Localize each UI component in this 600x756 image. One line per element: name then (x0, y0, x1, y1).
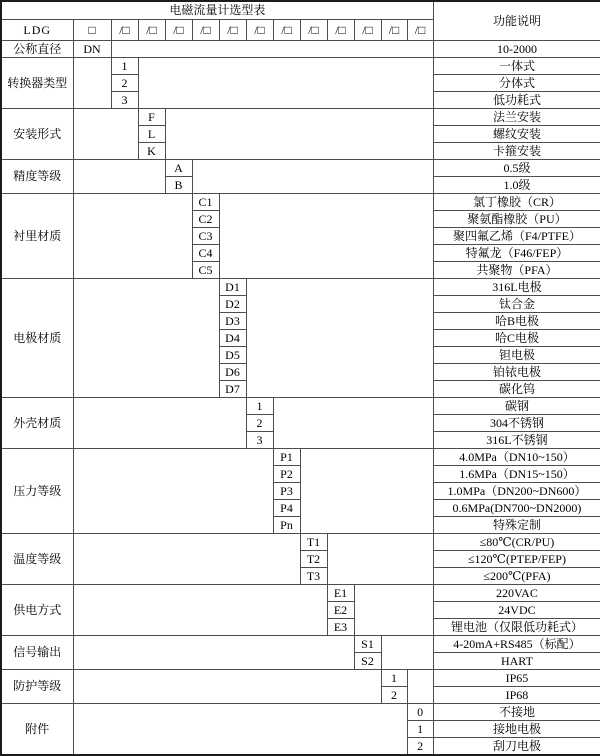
model-segment-box: /□ (407, 20, 433, 41)
code-cell: D1 (219, 279, 246, 296)
model-segment-box: /□ (246, 20, 273, 41)
code-cell: A (165, 160, 192, 177)
function-desc: 4.0MPa（DN10~150） (433, 449, 600, 466)
function-desc: ≤200℃(PFA) (433, 568, 600, 585)
spacer-cell (73, 449, 273, 534)
model-segment-box: /□ (327, 20, 354, 41)
code-cell: S1 (354, 636, 381, 653)
section-label: 防护等级 (1, 670, 73, 704)
code-cell: C4 (192, 245, 219, 262)
code-cell: 3 (246, 432, 273, 449)
code-cell: 1 (381, 670, 407, 687)
function-desc: 钽电极 (433, 347, 600, 364)
section-label: 电极材质 (1, 279, 73, 398)
code-cell: 2 (111, 75, 138, 92)
code-cell: 1 (407, 721, 433, 738)
section-label: 精度等级 (1, 160, 73, 194)
code-cell: P2 (273, 466, 300, 483)
code-cell: P4 (273, 500, 300, 517)
function-desc: IP65 (433, 670, 600, 687)
model-segment-box: /□ (219, 20, 246, 41)
spacer-cell (165, 109, 433, 160)
function-desc: 316L电极 (433, 279, 600, 296)
code-cell: 1 (246, 398, 273, 415)
function-desc: 碳化钨 (433, 381, 600, 398)
section-label: 安装形式 (1, 109, 73, 160)
section-label: 衬里材质 (1, 194, 73, 279)
function-desc: 低功耗式 (433, 92, 600, 109)
spacer-cell (73, 704, 407, 756)
function-desc: 24VDC (433, 602, 600, 619)
model-segment-box: /□ (381, 20, 407, 41)
code-cell: C5 (192, 262, 219, 279)
function-desc: 0.5级 (433, 160, 600, 177)
model-segment-box: /□ (111, 20, 138, 41)
function-desc: 接地电极 (433, 721, 600, 738)
function-desc: HART (433, 653, 600, 670)
spacer-cell (300, 449, 433, 534)
model-prefix: LDG (1, 20, 73, 41)
spacer-cell (381, 636, 433, 670)
function-desc: 特殊定制 (433, 517, 600, 534)
function-desc: 锂电池（仅限低功耗式） (433, 619, 600, 636)
section-label: 供电方式 (1, 585, 73, 636)
function-desc: 聚四氟乙烯（F4/PTFE） (433, 228, 600, 245)
code-cell: C1 (192, 194, 219, 211)
section-label: 信号输出 (1, 636, 73, 670)
spacer-cell (73, 58, 111, 109)
code-cell: T2 (300, 551, 327, 568)
function-desc: ≤120℃(PTEP/FEP) (433, 551, 600, 568)
function-desc: 1.6MPa（DN15~150） (433, 466, 600, 483)
spacer-cell (73, 585, 327, 636)
function-column-header: 功能说明 (433, 1, 600, 41)
model-segment-box: /□ (192, 20, 219, 41)
spacer-cell (73, 398, 246, 449)
code-cell: D2 (219, 296, 246, 313)
function-desc: 1.0级 (433, 177, 600, 194)
code-cell: B (165, 177, 192, 194)
code-cell: 0 (407, 704, 433, 721)
function-desc: 聚氨酯橡胶（PU） (433, 211, 600, 228)
code-cell: T3 (300, 568, 327, 585)
code-cell: E1 (327, 585, 354, 602)
spacer-cell (273, 398, 433, 449)
model-segment-box: /□ (273, 20, 300, 41)
function-desc: IP68 (433, 687, 600, 704)
model-segment-box: /□ (300, 20, 327, 41)
section-label: 公称直径 (1, 41, 73, 58)
spacer-cell (138, 58, 433, 109)
spacer-cell (111, 41, 433, 58)
model-first-box: □ (73, 20, 111, 41)
code-cell: DN (73, 41, 111, 58)
spacer-cell (246, 279, 433, 398)
function-desc: 304不锈钢 (433, 415, 600, 432)
function-desc: 哈B电极 (433, 313, 600, 330)
code-cell: C3 (192, 228, 219, 245)
code-cell: C2 (192, 211, 219, 228)
code-cell: K (138, 143, 165, 160)
code-cell: P1 (273, 449, 300, 466)
model-segment-box: /□ (165, 20, 192, 41)
function-desc: 不接地 (433, 704, 600, 721)
spacer-cell (73, 670, 381, 704)
code-cell: D5 (219, 347, 246, 364)
code-cell: 3 (111, 92, 138, 109)
code-cell: D4 (219, 330, 246, 347)
code-cell: 2 (246, 415, 273, 432)
spacer-cell (407, 670, 433, 704)
spacer-cell (192, 160, 433, 194)
function-desc: 哈C电极 (433, 330, 600, 347)
spacer-cell (219, 194, 433, 279)
function-desc: 螺纹安装 (433, 126, 600, 143)
function-desc: 铂铱电极 (433, 364, 600, 381)
function-desc: 220VAC (433, 585, 600, 602)
code-cell: T1 (300, 534, 327, 551)
code-cell: 2 (407, 738, 433, 756)
function-desc: 316L不锈钢 (433, 432, 600, 449)
function-desc: 共聚物（PFA） (433, 262, 600, 279)
section-label: 温度等级 (1, 534, 73, 585)
section-label: 转换器类型 (1, 58, 73, 109)
function-desc: 碳钢 (433, 398, 600, 415)
function-desc: 氯丁橡胶（CR） (433, 194, 600, 211)
code-cell: P3 (273, 483, 300, 500)
code-cell: 1 (111, 58, 138, 75)
function-desc: 一体式 (433, 58, 600, 75)
spacer-cell (73, 109, 138, 160)
code-cell: 2 (381, 687, 407, 704)
spacer-cell (327, 534, 433, 585)
spacer-cell (354, 585, 433, 636)
function-desc: 钛合金 (433, 296, 600, 313)
code-cell: S2 (354, 653, 381, 670)
code-cell: Pn (273, 517, 300, 534)
spacer-cell (73, 160, 165, 194)
code-cell: D3 (219, 313, 246, 330)
table-title: 电磁流量计选型表 (1, 1, 433, 20)
code-cell: F (138, 109, 165, 126)
function-desc: 10-2000 (433, 41, 600, 58)
function-desc: 1.0MPa（DN200~DN600） (433, 483, 600, 500)
spacer-cell (73, 279, 219, 398)
spacer-cell (73, 636, 354, 670)
code-cell: L (138, 126, 165, 143)
code-cell: E3 (327, 619, 354, 636)
function-desc: 分体式 (433, 75, 600, 92)
function-desc: ≤80℃(CR/PU) (433, 534, 600, 551)
function-desc: 刮刀电极 (433, 738, 600, 756)
code-cell: D7 (219, 381, 246, 398)
section-label: 压力等级 (1, 449, 73, 534)
function-desc: 法兰安装 (433, 109, 600, 126)
code-cell: E2 (327, 602, 354, 619)
spacer-cell (73, 194, 192, 279)
code-cell: D6 (219, 364, 246, 381)
section-label: 附件 (1, 704, 73, 756)
section-label: 外壳材质 (1, 398, 73, 449)
function-desc: 卡箍安装 (433, 143, 600, 160)
model-segment-box: /□ (354, 20, 381, 41)
spacer-cell (73, 534, 300, 585)
function-desc: 特氟龙（F46/FEP） (433, 245, 600, 262)
model-segment-box: /□ (138, 20, 165, 41)
function-desc: 4-20mA+RS485（标配） (433, 636, 600, 653)
function-desc: 0.6MPa(DN700~DN2000) (433, 500, 600, 517)
